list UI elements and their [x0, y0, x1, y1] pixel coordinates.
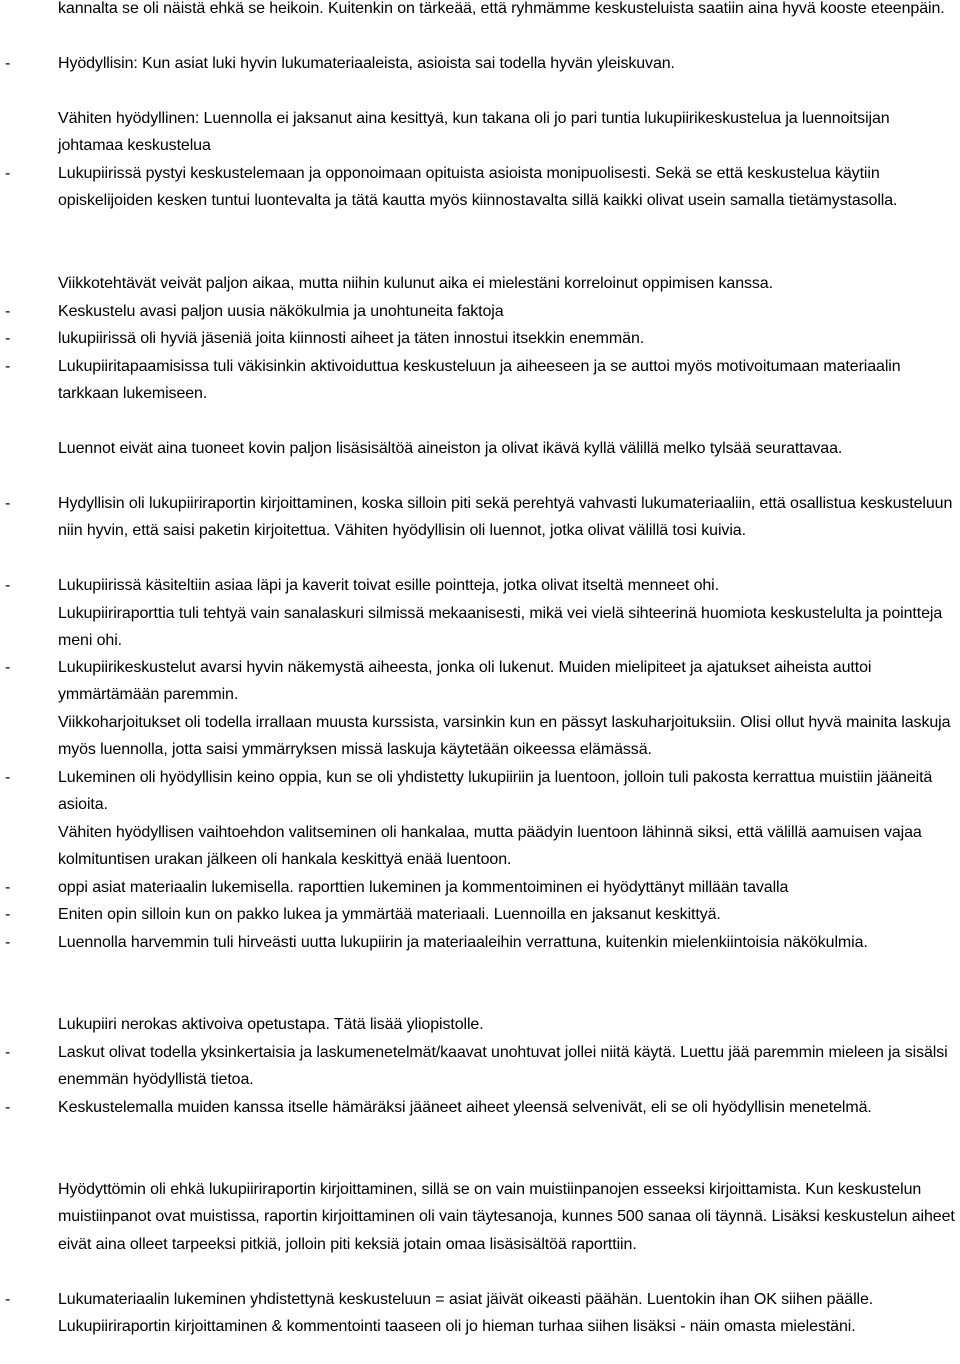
paragraph-1	[0, 0, 960, 22]
bullet-dash: -	[5, 495, 11, 512]
paragraph-20	[0, 1011, 960, 1038]
paragraph-text: Viikkotehtävät veivät paljon aikaa, mutta niihin kulunut aika ei mielestäni korreloinut oppimisen kanssa.	[58, 275, 773, 292]
paragraph-10	[0, 490, 960, 545]
paragraph-text: Keskustelemalla muiden kanssa itselle hämäräksi jääneet aiheet yleensä selvenivät, eli se oli hyödyllisin menetelmä.	[58, 1099, 872, 1116]
paragraph-text: Keskustelu avasi paljon uusia näkökulmia ja unohtuneita faktoja	[58, 303, 504, 320]
paragraph-16	[0, 819, 960, 874]
bullet-dash: -	[5, 55, 11, 72]
paragraph-text: Vähiten hyödyllinen: Luennolla ei jaksanut aina kesittyä, kun takana oli jo pari tuntia lukupiirikeskustelua ja luennoitsijan johtamaa keskustelua	[58, 110, 890, 155]
bullet-dash: -	[5, 358, 11, 375]
paragraph-text: Hyödyttömin oli ehkä lukupiiriraportin kirjoittaminen, sillä se on vain muistiinpanojen esseeksi kirjoittamista. Kun keskustelun muistiinpanot ovat muistissa, raportin kirjoittaminen oli vain täytesanoja, kunnes 500 sanaa oli täynnä. Lisäksi keskustelun aiheet eivät aina olleet tarpeeksi pitkiä, jolloin piti keksiä jotain omaa lisäsisältöä raporttiin.	[58, 1181, 955, 1253]
paragraph-text: Viikkoharjoitukset oli todella irrallaan muusta kurssista, varsinkin kun en pässyt laskuharjoituksiin. Olisi ollut hyvä mainita laskuja myös luennolla, jotta saisi ymmärryksen missä laskuja käytetään oikeessa elämässä.	[58, 714, 951, 759]
bullet-dash: -	[5, 769, 11, 786]
paragraph-text: Eniten opin silloin kun on pakko lukea ja ymmärtää materiaali. Luennoilla en jaksanut keskittyä.	[58, 906, 721, 923]
paragraph-22	[0, 1094, 960, 1121]
paragraph-text: Vähiten hyödyllisen vaihtoehdon valitseminen oli hankalaa, mutta päädyin luentoon lähinnä siksi, että välillä aamuisen vajaa kolmituntisen urakan jälkeen oli hankala keskittyä enää luentoon.	[58, 824, 922, 869]
bullet-dash: -	[5, 1291, 11, 1308]
paragraph-13	[0, 654, 960, 709]
paragraph-11	[0, 572, 960, 599]
paragraph-text: Lukupiiritapaamisissa tuli väkisinkin aktivoiduttua keskusteluun ja aiheeseen ja se auttoi myös motivoitumaan materiaalin tarkkaan lukemiseen.	[58, 358, 901, 403]
paragraph-12	[0, 600, 960, 655]
bullet-dash: -	[5, 934, 11, 951]
paragraph-21	[0, 1039, 960, 1094]
paragraph-text: Lukupiiri nerokas aktivoiva opetustapa. Tätä lisää yliopistolle.	[58, 1016, 484, 1033]
paragraph-text: Lukupiirikeskustelut avarsi hyvin näkemystä aiheesta, jonka oli lukenut. Muiden mielipiteet ja ajatukset aiheista auttoi ymmärtämään paremmin.	[58, 659, 872, 704]
paragraph-text: Lukeminen oli hyödyllisin keino oppia, kun se oli yhdistetty lukupiiriin ja luentoon, jolloin tuli pakosta kerrattua muistiin jääneitä asioita.	[58, 769, 933, 814]
paragraph-23	[0, 1176, 960, 1258]
paragraph-text: Laskut olivat todella yksinkertaisia ja laskumenetelmät/kaavat unohtuvat jollei niitä käytä. Luettu jää paremmin mieleen ja sisälsi enemmän hyödyllistä tietoa.	[58, 1044, 948, 1089]
bullet-dash: -	[5, 165, 11, 182]
paragraph-19	[0, 929, 960, 956]
bullet-dash: -	[5, 1099, 11, 1116]
paragraph-4	[0, 160, 960, 215]
paragraph-text: Hydyllisin oli lukupiiriraportin kirjoittaminen, koska silloin piti sekä perehtyä vahvasti lukumateriaaliin, että osallistua keskusteluun niin hyvin, että saisi paketin kirjoitettua. Vähiten hyödyllisin oli luennot, jotka olivat välillä tosi kuivia.	[58, 495, 953, 540]
paragraph-text: kannalta se oli näistä ehkä se heikoin. Kuitenkin on tärkeää, että ryhmämme keskusteluista saatiin aina hyvä kooste eteenpäin.	[58, 0, 945, 17]
paragraph-6	[0, 298, 960, 325]
paragraph-17	[0, 874, 960, 901]
paragraph-text: oppi asiat materiaalin lukemisella. raporttien lukeminen ja kommentoiminen ei hyödyttänyt millään tavalla	[58, 879, 789, 896]
paragraph-2	[0, 50, 960, 77]
paragraph-5	[0, 270, 960, 297]
paragraph-8	[0, 353, 960, 408]
bullet-dash: -	[5, 659, 11, 676]
paragraph-text: Luennolla harvemmin tuli hirveästi uutta lukupiirin ja materiaaleihin verrattuna, kuitenkin mielenkiintoisia näkökulmia.	[58, 934, 868, 951]
bullet-dash: -	[5, 1044, 11, 1061]
paragraph-text: Lukupiirissä käsiteltiin asiaa läpi ja kaverit toivat esille pointteja, jotka olivat itseltä menneet ohi.	[58, 577, 719, 594]
paragraph-15	[0, 764, 960, 819]
bullet-dash: -	[5, 577, 11, 594]
paragraph-text: Lukumateriaalin lukeminen yhdistettynä keskusteluun = asiat jäivät oikeasti päähän. Luentokin ihan OK siihen päälle. Lukupiiriraportin kirjoittaminen & kommentointi taaseen oli jo hieman turhaa siihen lisäksi - näin omasta mielestäni.	[58, 1291, 874, 1336]
bullet-dash: -	[5, 906, 11, 923]
paragraph-text: Luennot eivät aina tuoneet kovin paljon lisäsisältöä aineiston ja olivat ikävä kyllä välillä melko tylsää seurattavaa.	[58, 440, 843, 457]
paragraph-text: Lukupiiriraporttia tuli tehtyä vain sanalaskuri silmissä mekaanisesti, mikä vei vielä sihteerinä huomiota keskustelulta ja pointteja meni ohi.	[58, 605, 943, 650]
paragraph-text: lukupiirissä oli hyviä jäseniä joita kiinnosti aiheet ja täten innostui itsekkin enemmän.	[58, 330, 645, 347]
bullet-dash: -	[5, 330, 11, 347]
paragraph-14	[0, 709, 960, 764]
paragraph-18	[0, 901, 960, 928]
bullet-dash: -	[5, 879, 11, 896]
paragraph-24	[0, 1286, 960, 1341]
paragraph-9	[0, 435, 960, 462]
paragraph-text: Lukupiirissä pystyi keskustelemaan ja opponoimaan opituista asioista monipuolisesti. Sekä se että keskustelua käytiin opiskelijoiden kesken tuntui luontevalta ja tätä kautta myös kiinnostavalta sillä kaikki olivat usein samalla tietämystasolla.	[58, 165, 898, 210]
paragraph-3	[0, 105, 960, 160]
paragraph-text: Hyödyllisin: Kun asiat luki hyvin lukumateriaaleista, asioista sai todella hyvän yleiskuvan.	[58, 55, 675, 72]
paragraph-7	[0, 325, 960, 352]
bullet-dash: -	[5, 303, 11, 320]
